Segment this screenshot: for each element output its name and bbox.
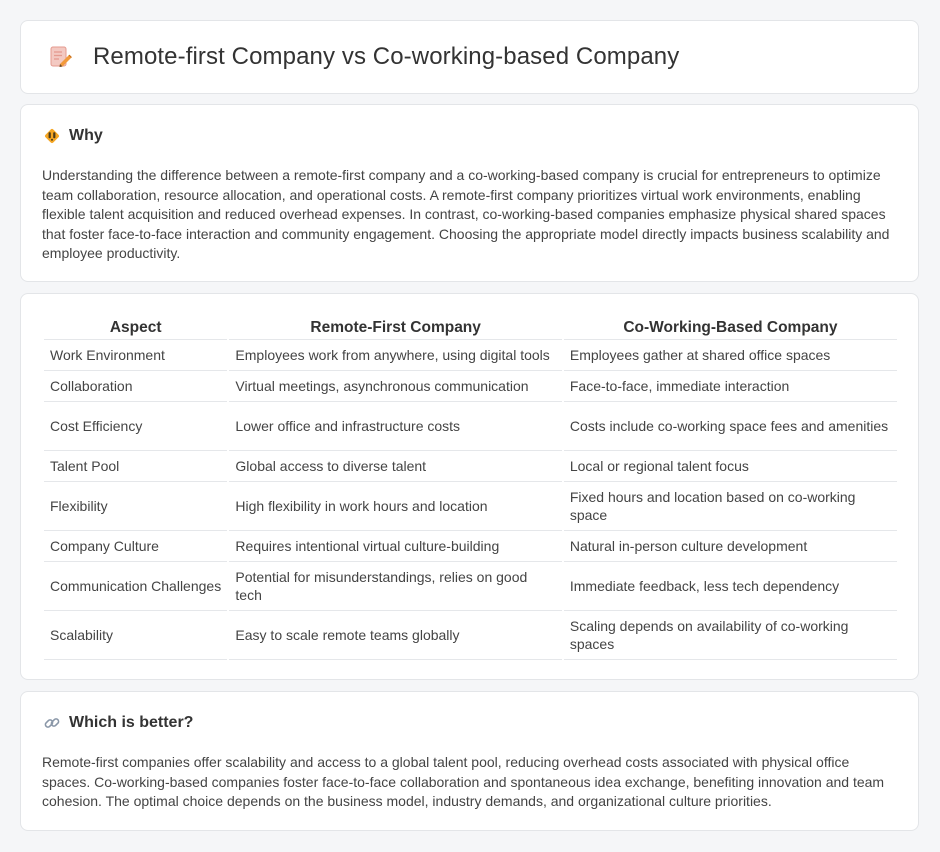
table-cell-aspect: Collaboration <box>44 371 227 402</box>
comparison-section <box>20 293 919 680</box>
table-cell-aspect: Company Culture <box>44 531 227 562</box>
table-cell-co-working: Natural in-person culture development <box>564 531 897 562</box>
document-pencil-icon <box>47 44 73 70</box>
table-cell-co-working: Fixed hours and location based on co-working space <box>564 482 897 531</box>
table-row <box>44 402 897 451</box>
link-icon <box>43 714 61 732</box>
table-row <box>44 451 897 482</box>
why-section <box>20 104 919 282</box>
why-title: Why <box>69 127 103 144</box>
title-card <box>20 20 919 94</box>
table-cell-remote-first: Lower office and infrastructure costs <box>229 402 561 451</box>
table-row <box>44 340 897 371</box>
table-row <box>44 611 897 660</box>
title-row <box>47 43 679 71</box>
table-row <box>44 482 897 531</box>
table-cell-remote-first: Potential for misunderstandings, relies on good tech <box>229 562 561 611</box>
diamond-warning-icon <box>43 127 61 145</box>
table-header-row <box>44 316 897 340</box>
table-cell-aspect: Talent Pool <box>44 451 227 482</box>
table-row <box>44 562 897 611</box>
column-header-aspect: Aspect <box>44 316 227 340</box>
comparison-table <box>42 316 899 660</box>
table-cell-aspect: Communication Challenges <box>44 562 227 611</box>
table-cell-aspect: Work Environment <box>44 340 227 371</box>
table-cell-co-working: Employees gather at shared office spaces <box>564 340 897 371</box>
table-cell-remote-first: Employees work from anywhere, using digital tools <box>229 340 561 371</box>
better-text: Remote-first companies offer scalability and access to a global talent pool, reducing overhead costs associated with physical office spaces. Co-working-based companies foster face-to-face collaboration and spontaneous idea exchange, benefiting innovation and team cohesion. The optimal choice depends on the business model, industry demands, and organizational culture priorities. <box>42 754 885 809</box>
which-is-better-section <box>20 691 919 831</box>
table-cell-co-working: Face-to-face, immediate interaction <box>564 371 897 402</box>
table-cell-co-working: Scaling depends on availability of co-working spaces <box>564 611 897 660</box>
table-cell-co-working: Immediate feedback, less tech dependency <box>564 562 897 611</box>
table-cell-co-working: Local or regional talent focus <box>564 451 897 482</box>
column-header-remote-first: Remote-First Company <box>229 316 561 340</box>
table-cell-aspect: Scalability <box>44 611 227 660</box>
why-text: Understanding the difference between a remote-first company and a co-working-based company is crucial for entrepreneurs to optimize team collaboration, resource allocation, and operational costs. A remote-first company prioritizes virtual work environments, enabling flexible talent acquisition and reduced overhead expenses. In contrast, co-working-based companies emphasize physical shared spaces that foster face-to-face interaction and community engagement. Choosing the appropriate model directly impacts business scalability and employee productivity. <box>42 167 890 261</box>
page-title: Remote-first Company vs Co-working-based Company <box>93 43 680 70</box>
table-cell-co-working: Costs include co-working space fees and amenities <box>564 402 897 451</box>
better-header <box>43 714 193 732</box>
table-cell-remote-first: Requires intentional virtual culture-building <box>229 531 561 562</box>
table-row <box>44 371 897 402</box>
table-cell-remote-first: High flexibility in work hours and location <box>229 482 561 531</box>
table-cell-aspect: Cost Efficiency <box>44 402 227 451</box>
better-title: Which is better? <box>69 714 194 731</box>
table-row <box>44 531 897 562</box>
table-cell-aspect: Flexibility <box>44 482 227 531</box>
column-header-co-working: Co-Working-Based Company <box>564 316 897 340</box>
why-header <box>43 127 103 145</box>
table-cell-remote-first: Virtual meetings, asynchronous communication <box>229 371 561 402</box>
table-cell-remote-first: Global access to diverse talent <box>229 451 561 482</box>
table-cell-remote-first: Easy to scale remote teams globally <box>229 611 561 660</box>
